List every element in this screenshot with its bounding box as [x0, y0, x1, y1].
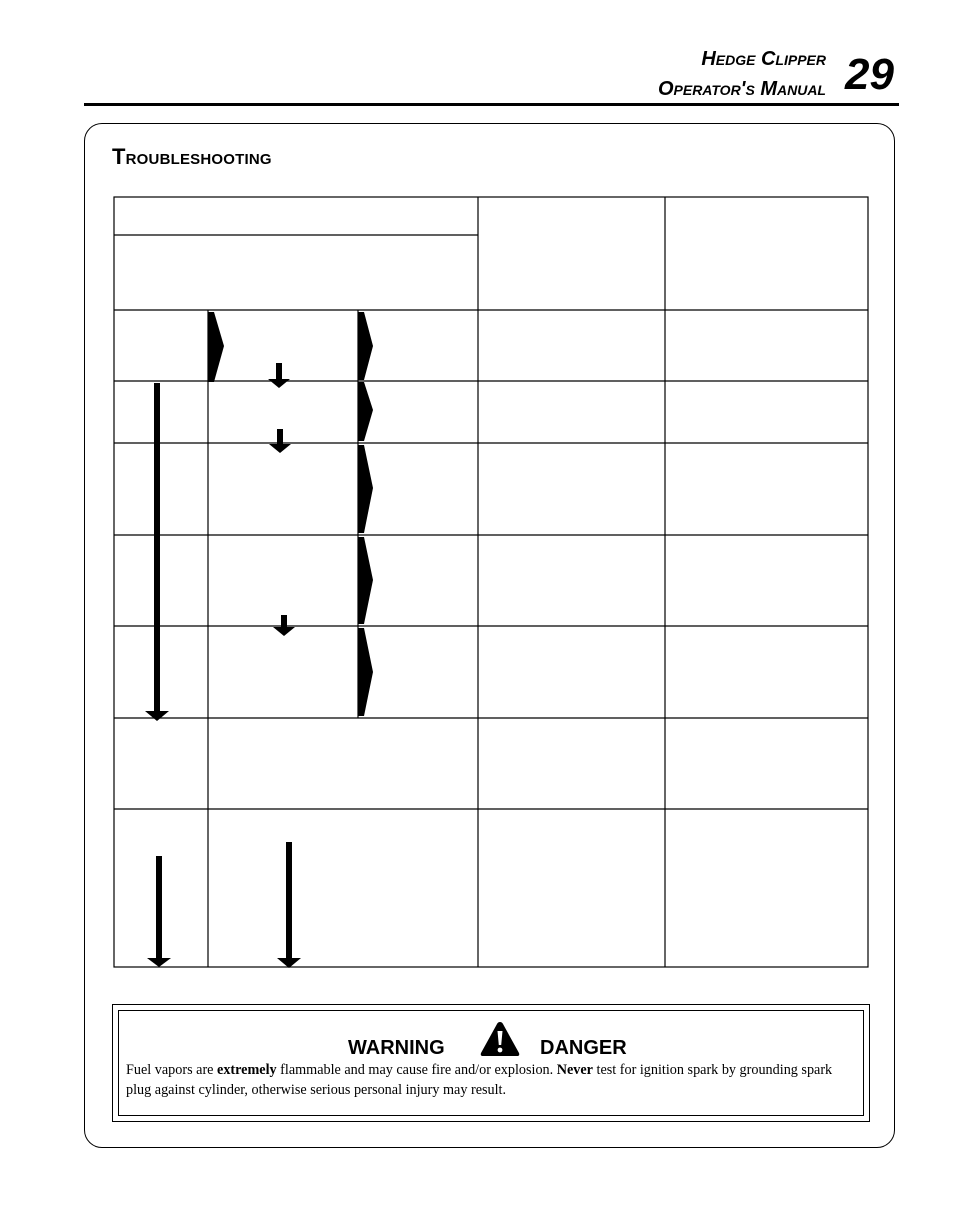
- arrow-right-marker: [358, 312, 373, 380]
- warning-text: [126, 1061, 858, 1100]
- arrow-right-marker: [358, 382, 373, 441]
- table-border: [114, 197, 868, 967]
- warning-triangle-icon: [479, 1020, 521, 1058]
- arrow-right-marker: [208, 312, 224, 382]
- arrow-down-long-marker: [277, 842, 301, 968]
- section-title: Troubleshooting: [112, 144, 272, 169]
- warning-text-emphasis: Never: [556, 1062, 593, 1078]
- warning-text-part: flammable and may cause fire and/or explosion.: [276, 1062, 557, 1078]
- arrow-down-long-marker: [147, 856, 171, 967]
- warning-text-emphasis: extremely: [217, 1062, 277, 1078]
- manual-title-line-1: Hedge Clipper: [701, 48, 826, 70]
- arrow-right-marker: [358, 445, 373, 533]
- warning-text-part: Fuel vapors are: [126, 1062, 218, 1078]
- page-number: 29: [845, 50, 894, 99]
- arrow-right-marker: [358, 537, 373, 624]
- warning-text-part: test for ignition spark by grounding spark plug against cylinder, otherwise serious personal injury may result.: [126, 1062, 833, 1098]
- manual-title-line-2: Operator's Manual: [657, 78, 826, 100]
- arrow-down-marker: [269, 429, 291, 453]
- arrow-down-marker: [268, 363, 290, 388]
- arrow-right-marker: [358, 628, 373, 716]
- warning-label: WARNING: [348, 1037, 445, 1059]
- danger-label: DANGER: [540, 1037, 627, 1059]
- arrow-down-long-marker: [145, 383, 169, 721]
